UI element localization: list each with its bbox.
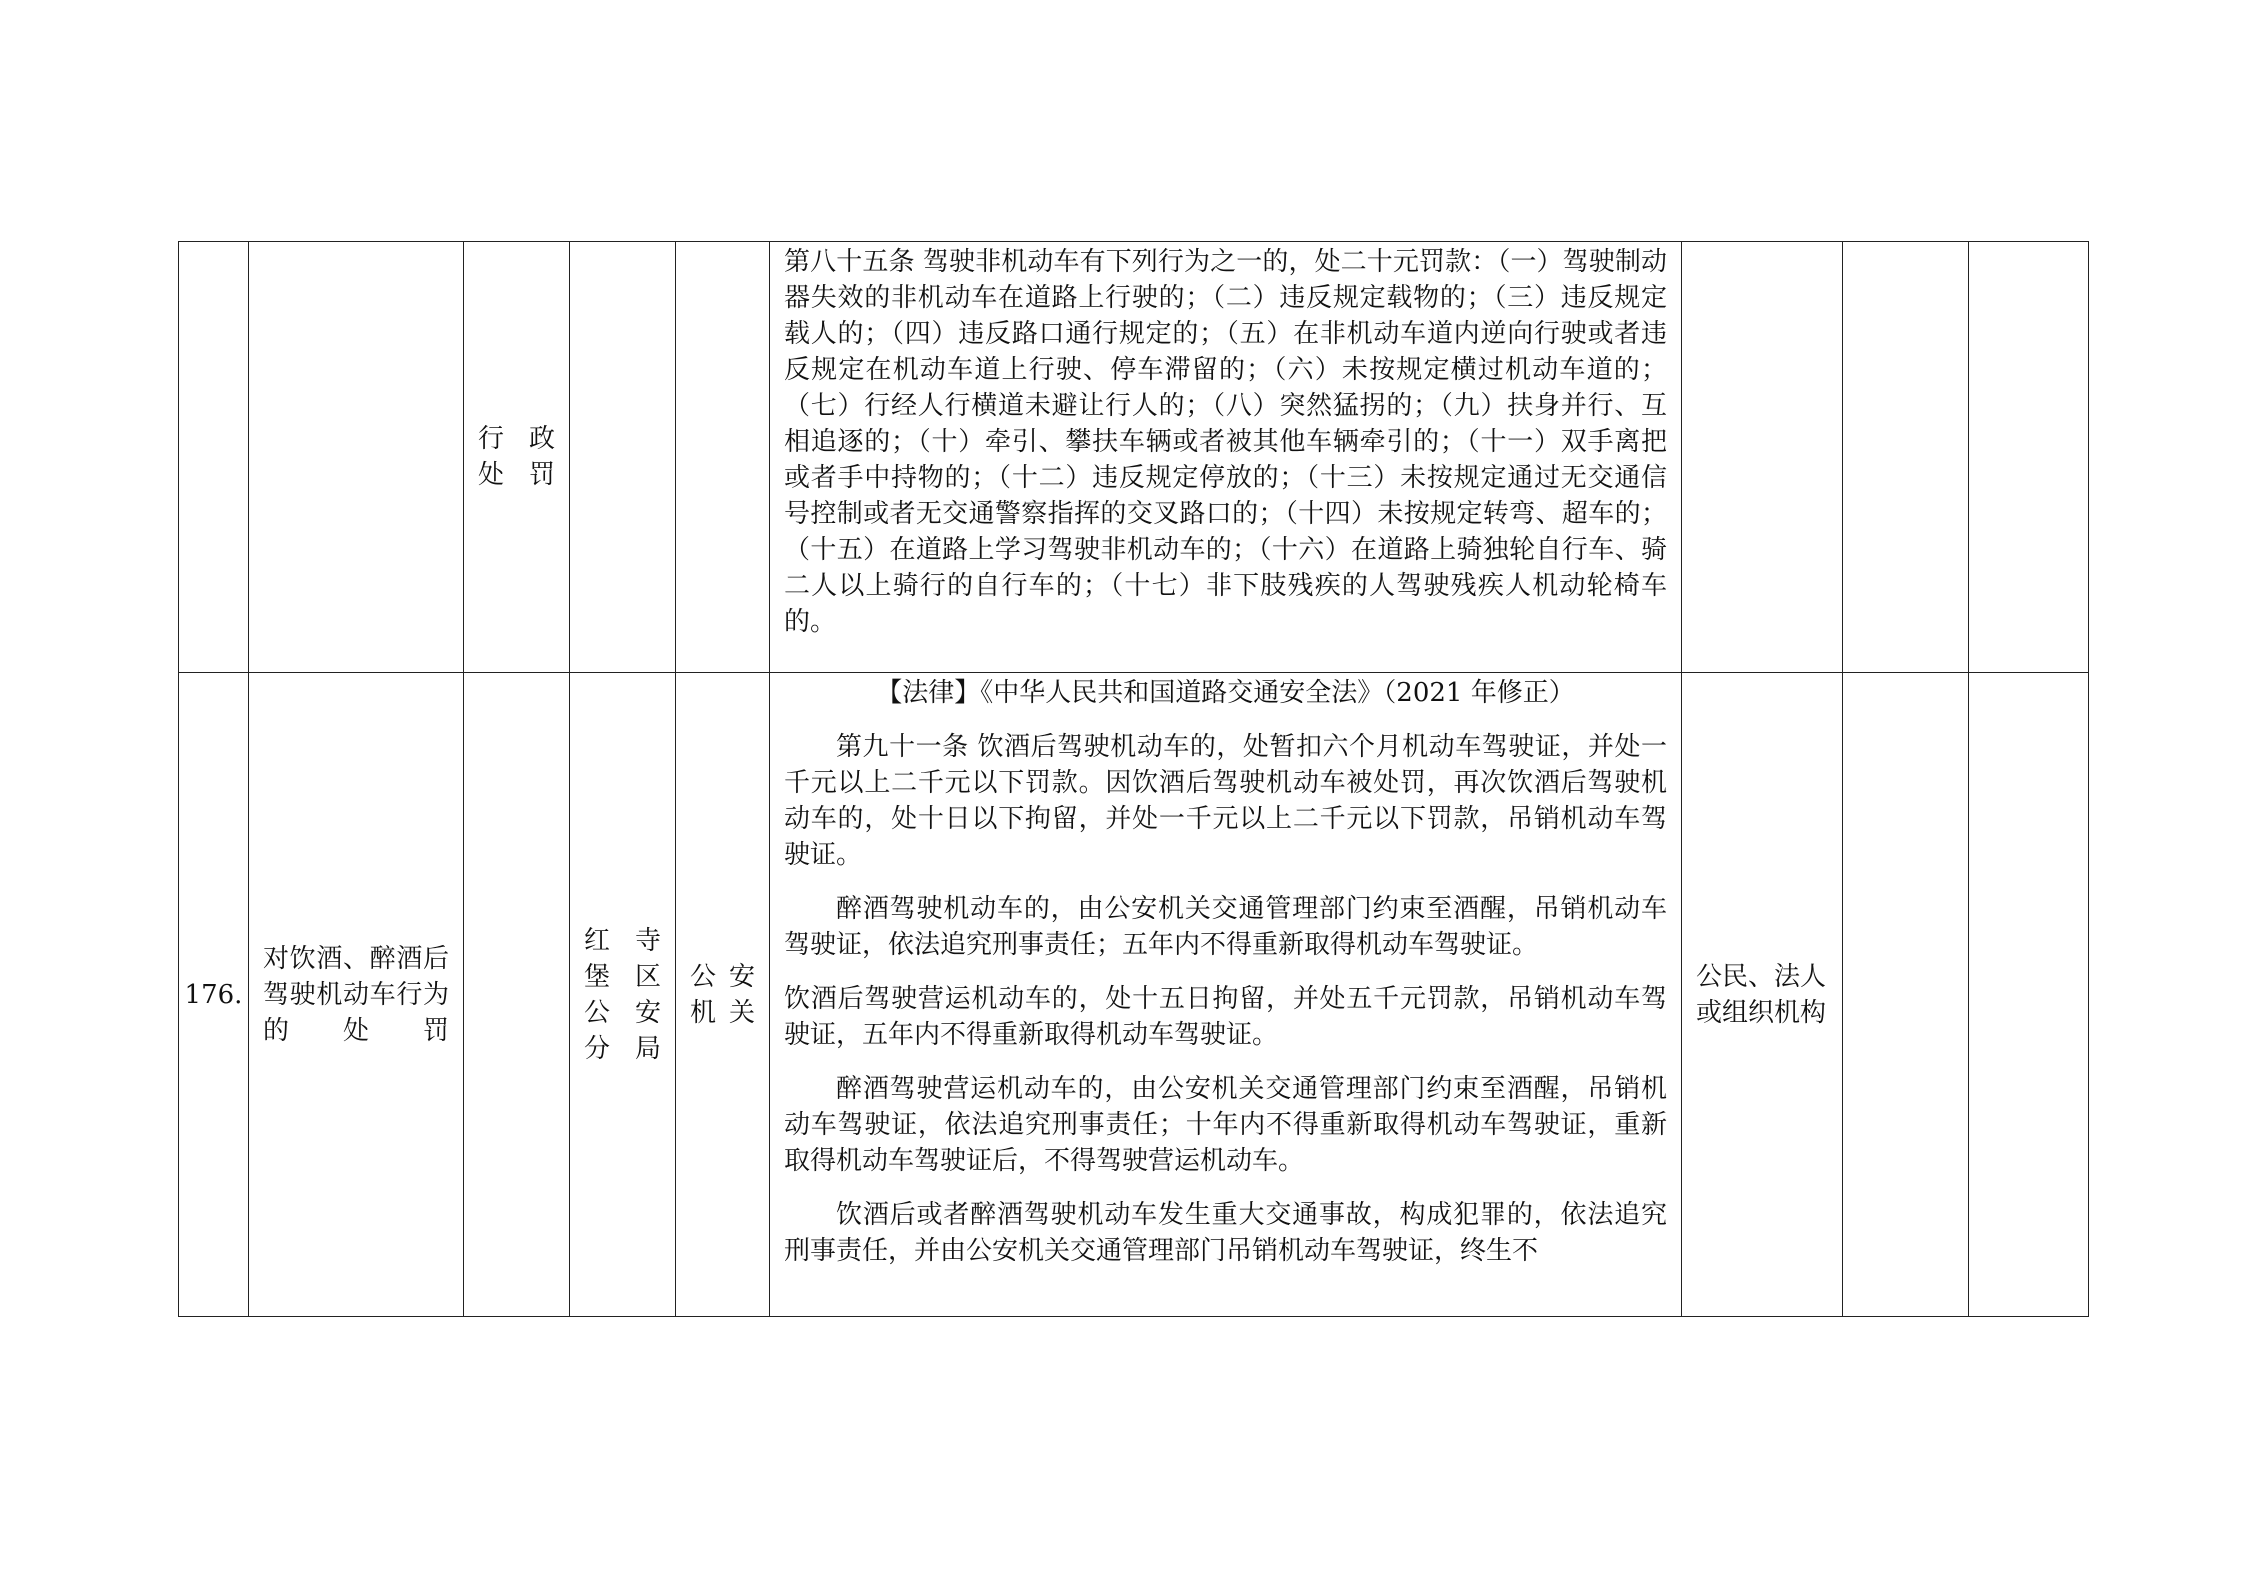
department-cell: 红 寺 堡 区 公 安 分局 <box>570 673 676 1317</box>
department-cell <box>570 242 676 673</box>
item-name-cell <box>249 242 464 673</box>
row-number-cell: 176. <box>179 673 249 1317</box>
empty-cell <box>1969 242 2089 673</box>
empty-cell <box>1843 673 1969 1317</box>
legal-basis-cell <box>770 242 1682 673</box>
legal-basis-paragraph: 醉酒驾驶营运机动车的，由公安机关交通管理部门约束至酒醒，吊销机动车驾驶证，依法追究刑事责任；十年内不得重新取得机动车驾驶证，重新取得机动车驾驶证后，不得驾驶营运机动车。 <box>784 1074 1667 1176</box>
legal-basis-paragraph: 饮酒后驾驶营运机动车的，处十五日拘留，并处五千元罚款，吊销机动车驾驶证，五年内不得重新取得机动车驾驶证。 <box>784 984 1667 1050</box>
authority-cell <box>676 242 770 673</box>
legal-basis-paragraph: 饮酒后或者醉酒驾驶机动车发生重大交通事故，构成犯罪的，依法追究刑事责任，并由公安机关交通管理部门吊销机动车驾驶证，终生不 <box>784 1200 1667 1266</box>
legal-basis-cell <box>770 673 1682 1317</box>
table-row <box>179 673 2089 1317</box>
legal-basis-paragraph: 醉酒驾驶机动车的，由公安机关交通管理部门约束至酒醒，吊销机动车驾驶证，依法追究刑事责任；五年内不得重新取得机动车驾驶证。 <box>784 894 1667 960</box>
table-row <box>179 242 2089 673</box>
penalty-table <box>178 241 2089 1317</box>
row-number-cell <box>179 242 249 673</box>
authority-cell: 公 安 机关 <box>676 673 770 1317</box>
target-cell <box>1682 242 1843 673</box>
legal-basis-paragraph: 第八十五条 驾驶非机动车有下列行为之一的，处二十元罚款：（一）驾驶制动器失效的非机动车在道路上行驶的；（二）违反规定载物的；（三）违反规定载人的；（四）违反路口通行规定的；（五）在非机动车道内逆向行驶或者违反规定在机动车道上行驶、停车滞留的；（六）未按规定横过机动车道的；（七）行经人行横道未避让行人的；（八）突然猛拐的；（九）扶身并行、互相追逐的；（十）牵引、攀扶车辆或者被其他车辆牵引的；（十一）双手离把或者手中持物的；（十二）违反规定停放的；（十三）未按规定通过无交通信号控制或者无交通警察指挥的交叉路口的；（十四）未按规定转弯、超车的；（十五）在道路上学习驾驶非机动车的；（十六）在道路上骑独轮自行车、骑二人以上骑行的自行车的；（十七）非下肢残疾的人驾驶残疾人机动轮椅车的。 <box>784 247 1668 637</box>
item-name-cell: 对饮酒、醉酒后驾驶机动车行为的处罚 <box>249 673 464 1317</box>
empty-cell <box>1969 673 2089 1317</box>
empty-cell <box>1843 242 1969 673</box>
legal-basis-paragraph: 第九十一条 饮酒后驾驶机动车的，处暂扣六个月机动车驾驶证，并处一千元以上二千元以下罚款。因饮酒后驾驶机动车被处罚，再次饮酒后驾驶机动车的，处十日以下拘留，并处一千元以上二千元以下罚款，吊销机动车驾驶证。 <box>784 732 1667 870</box>
category-cell: 行 政 处罚 <box>464 242 570 673</box>
legal-basis-heading: 【法律】《中华人民共和国道路交通安全法》（2021 年修正） <box>876 678 1575 708</box>
target-cell: 公民、法人或组织机构 <box>1682 673 1843 1317</box>
category-cell <box>464 673 570 1317</box>
